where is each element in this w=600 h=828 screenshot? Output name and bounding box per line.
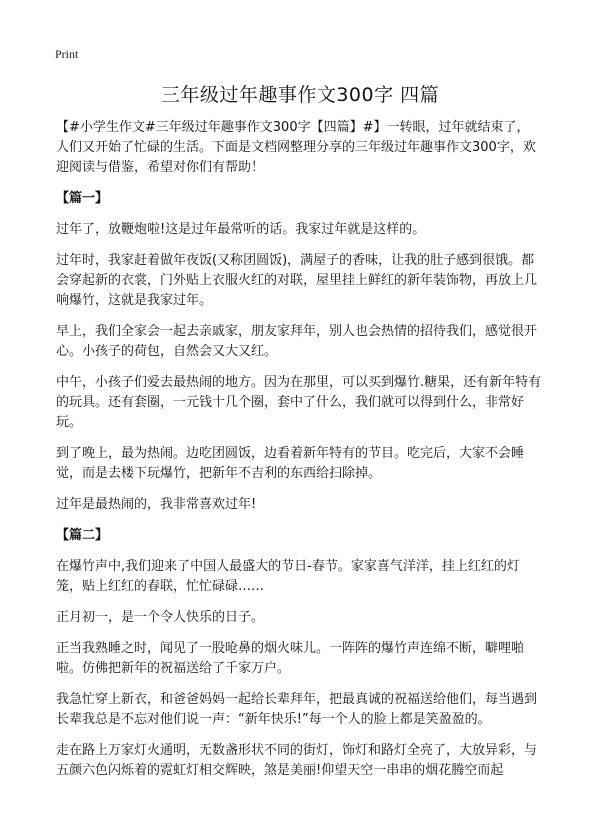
paragraph: 过年了，放鞭炮啦!这是过年最常听的话。我家过年就是这样的。 — [56, 222, 426, 237]
document-title: 三年级过年趣事作文300字 四篇 — [160, 84, 440, 106]
section-heading-2: 【篇二】 — [56, 528, 109, 543]
paragraph: 早上，我们全家会一起去亲戚家，朋友家拜年，别人也会热情的招待我们，感觉很开心。小孩子的荷包，自然会又大又红。 — [56, 324, 538, 359]
paragraph: 过年时，我家赶着做年夜饭(又称团圆饭)，满屋子的香味，让我的肚子感到很饿。都会穿起新的衣裳，门外贴上衣服火红的对联，屋里挂上鲜红的新年装饰物，再放上几响爆竹，这就是我家过年。 — [56, 253, 538, 308]
paragraph: 中午，小孩子们爱去最热闹的地方。因为在那里，可以买到爆竹.糖果，还有新年特有的玩具。还有套圈，一元钱十几个圈，套中了什么，我们就可以得到什么，非常好玩。 — [56, 375, 542, 430]
paragraph: 我急忙穿上新衣，和爸爸妈妈一起给长辈拜年，把最真诚的祝福送给他们，每当遇到长辈我总是不忘对他们说一声：“新年快乐!”每一个人的脸上都是笑盈盈的。 — [56, 692, 538, 727]
paragraph: 正当我熟睡之时，闻见了一股呛鼻的烟火味儿。一阵阵的爆竹声连绵不断，噼哩啪啦。仿佛把新年的祝福送给了千家万户。 — [56, 641, 525, 676]
paragraph: 走在路上万家灯火通明，无数盏形状不同的街灯，饰灯和路灯全亮了，大放异彩，与五颜六色闪烁着的霓虹灯相交辉映，煞是美丽!仰望天空一串串的烟花腾空而起 — [56, 743, 538, 778]
document-body — [56, 118, 542, 792]
section-heading-1: 【篇一】 — [56, 191, 109, 206]
paragraph: 正月初一，是一个令人快乐的日子。 — [56, 610, 265, 625]
intro-paragraph: 【#小学生作文#三年级过年趣事作文300字【四篇】#】一转眼，过年就结束了，人们又开始了忙碌的生活。下面是文档网整理分享的三年级过年趣事作文300字，欢迎阅读与借鉴，希望对你们有帮助！ — [56, 120, 536, 175]
print-label: Print — [55, 47, 79, 61]
paragraph: 在爆竹声中,我们迎来了中国人最盛大的节日-春节。家家喜气洋洋，挂上红红的灯笼，贴上红红的春联，忙忙碌碌…… — [56, 559, 520, 594]
paragraph: 过年是最热闹的，我非常喜欢过年! — [56, 497, 257, 512]
paragraph: 到了晚上，最为热闹。边吃团圆饭，边看着新年特有的节目。吃完后，大家不会睡觉，而是去楼下玩爆竹，把新年不吉利的东西给扫除掉。 — [56, 446, 525, 481]
